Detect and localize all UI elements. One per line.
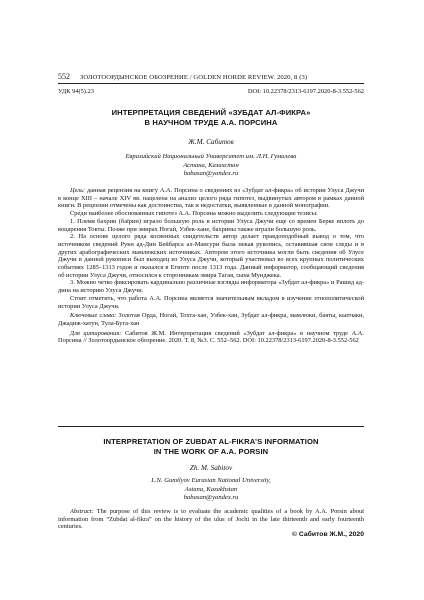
ru-abstract <box>58 187 364 345</box>
ru-title-line2: В НАУЧНОМ ТРУДЕ А.А. ПОРСИНА <box>144 118 278 127</box>
section-divider <box>58 426 364 427</box>
en-city: Astana, Kazakhstan <box>184 485 238 493</box>
ru-thesis-2: 2. На основе целого ряда косвенных свидетельств автор делает правдоподобный вывод о том, что источником сведений Рукн ад-Дин Бейбарса ал-Мансури была некая рукопись, оставившая свои следы и в других арабографических мамлюкских источниках. Автором этого источника могли быть сведения об Улусе Джучи в данной рукописи был выходец из Улуса Джучи, который участвовал во всех крупных политических событиях 1285–1313 годов и оказался в Египте после 1313 года. Данный информатор, сообщающий сведения об истории Улуса Джучи, относился к сторонникам эмира Тагая, сына Мунджека. <box>58 233 364 279</box>
ru-keywords-label: Ключевые слова: <box>70 312 117 320</box>
doi-code: DOI: 10.22378/2313-6197.2020-8-3.552-562 <box>247 88 364 95</box>
en-affiliation-block <box>58 477 364 503</box>
ru-abstract-text: данная рецензия на книгу А.А. Порсина о сведениях из «Зубдат ал-фикра» об истории Улуса Джучи в конце XIII – начале XIV вв. нацелена на анализ целого ряда гипотез, выдвинутых автором в рамках данной книги. В рецензии отмечены как достоинства, так и недостатки, выявленные в данной монографии. <box>58 187 364 210</box>
udc-code: УДК 94(5).23 <box>58 88 94 95</box>
ru-author-block <box>58 138 364 146</box>
copyright-notice: © Сабитов Ж.М., 2020 <box>292 531 364 538</box>
en-abstract-text: The purpose of this review is to evaluate the academic qualities of a book by A.A. Porsin about information from “Zubdat al-fikra” on the history of the ulus of Jochi in the late thirteenth and early fourteenth centuries. <box>58 508 364 531</box>
ru-conclusion: Стоит отметить, что работа А.А. Порсина является значительным вкладом в изучение этнополитической истории Улуса Джучи. <box>58 294 364 310</box>
page-number: 552 <box>58 72 70 81</box>
en-author-block <box>58 464 364 472</box>
en-abstract-label: Abstract: <box>70 508 94 515</box>
ru-title-line1: ИНТЕРПРЕТАЦИЯ СВЕДЕНИЙ «ЗУБДАТ АЛ-ФИКРА» <box>111 108 311 117</box>
ru-citation <box>58 330 364 345</box>
ru-email: babasan@yandex.ru <box>183 170 239 178</box>
ru-citation-label: Для цитирования: <box>70 329 122 337</box>
ru-title-block <box>58 108 364 128</box>
ru-thesis-3: 3. Можно четко фиксировать кардинально различные взгляды информатора «Зубдат ал-фикра» и Рашид ад-дина на историю Улуса Джучи. <box>58 279 364 295</box>
ru-affiliation: Евразийский Национальный Университет им. Л.Н. Гумилева <box>125 153 297 160</box>
ru-citation-text: Сабитов Ж.М. Интерпретация сведений «Зубдат ал-фикра» в научном труде А.А. Порсина // Золотоордынское обозрение. 2020. Т. 8, №3. С. 552–562. DOI: 10.22378/2313-6197.2020-8-3.552-562 <box>58 329 364 345</box>
ru-theses-intro: Среди наиболее обоснованных гипотез А.А. Порсина можно выделить следующие тезисы: <box>70 210 318 218</box>
en-title-line2: IN THE WORK OF A.A. PORSIN <box>153 447 269 456</box>
ru-keywords-text: Золотая Орда, Ногай, Тохта-хан, Узбек-хан, Зубдат ал-фикра, мамлюки, баяты, кыпчаки, Джадиж-хатун, Тула-Буга-хан <box>58 312 364 327</box>
en-abstract <box>58 508 364 531</box>
journal-title: ЗОЛОТООРДЫНСКОЕ ОБОЗРЕНИЕ / GOLDEN HORDE REVIEW. 2020, 8 (3) <box>80 74 308 81</box>
ru-affiliation-block <box>58 153 364 179</box>
ru-abstract-label: Цель: <box>70 187 86 194</box>
en-abstract-para <box>58 508 364 531</box>
ru-city: Астана, Казахстан <box>183 161 239 169</box>
ru-keywords <box>58 312 364 327</box>
ru-thesis-1: 1. Племя бахрин (баїрин) играло большую роль в истории Улуса Джучи еще со времен Берке вплоть до воцарения Токты. Позже при эмирах Ногай, Узбек-хане, бахрины также играли большую роль. <box>58 217 364 233</box>
ru-abstract-para <box>58 187 364 210</box>
running-header <box>58 69 364 84</box>
en-email: babasan@yandex.ru <box>183 494 239 502</box>
en-affiliation: L.N. Gumilyov Eurasian National University, <box>151 477 271 484</box>
ru-author: Ж.М. Сабитов <box>188 138 234 146</box>
en-author: Zh. M. Sabitov <box>189 464 233 472</box>
en-title-line1: INTERPRETATION OF ZUBDAT AL-FIKRA’S INFORMATION <box>103 437 319 446</box>
article-meta <box>58 88 364 95</box>
en-title-block <box>58 437 364 457</box>
